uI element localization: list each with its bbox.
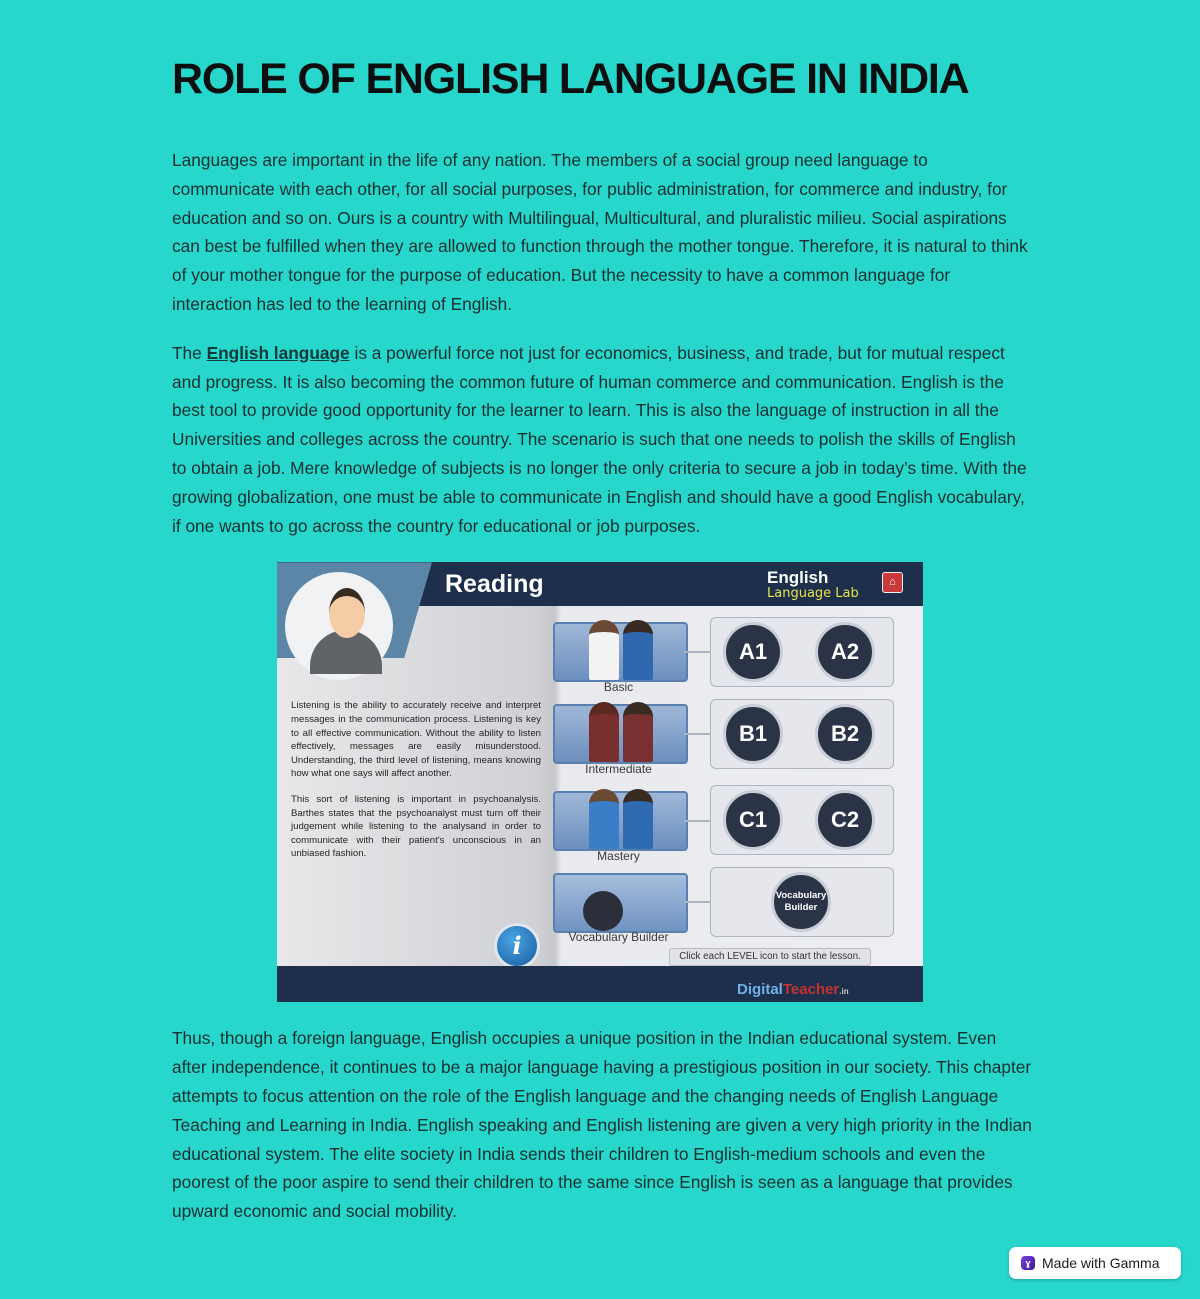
digital-teacher-logo: DigitalTeacher.in	[737, 981, 849, 999]
connector	[684, 901, 710, 903]
level-label-vocabulary: Vocabulary Builder	[568, 930, 669, 945]
paragraph-intro: Languages are important in the life of any nation. The members of a social group need language to communicate with each other, for all social purposes, for public administration, for commerce and industry, for education and so on. Ours is a country with Multilingual, Multicultural, and pluralistic milieu. Social aspirations can best be fulfilled when they are allowed to function through the mother tongue. Therefore, it is natural to think of your mother tongue for the purpose of education. But the necessity to have a common language for interaction has led to the learning of English.	[172, 150, 1028, 314]
figure-text-2: This sort of listening is important in psychoanalysis. Barthes states that the psychoanalyst must turn off their judgement while listening to the analysand in order to communicate with their patient's unconscious in an unbiased fashion.	[291, 793, 541, 860]
brand-line2: Language Lab	[767, 586, 859, 602]
level-box-mastery	[710, 785, 894, 855]
mastery-thumbnail	[553, 791, 688, 851]
home-icon: ⌂	[882, 572, 903, 593]
reading-lab-image	[277, 562, 923, 1002]
figure-heading: Reading	[445, 570, 544, 599]
level-button-c1: C1	[723, 790, 783, 850]
avatar-head-with-headphones	[329, 588, 365, 638]
level-box-intermediate	[710, 699, 894, 769]
level-box-vocabulary	[710, 867, 894, 937]
made-with-gamma-badge[interactable]	[1009, 1247, 1181, 1279]
level-label-intermediate: Intermediate	[585, 762, 652, 777]
level-button-a2: A2	[815, 622, 875, 682]
intermediate-thumbnail	[553, 704, 688, 764]
level-button-c2: C2	[815, 790, 875, 850]
gamma-logo-icon: ɣ	[1021, 1256, 1035, 1270]
level-button-a1: A1	[723, 622, 783, 682]
paragraph-unique-position: Thus, though a foreign language, English occupies a unique position in the Indian educational system. Even after independence, it continues to be a major language having a prestigious position in our society. This chapter attempts to focus attention on the role of the English language and the changing needs of English Language Teaching and Learning in India. English speaking and English listening are given a very high priority in the Indian educational system. The elite society in India sends their children to English-medium schools and even the poorest of the poor aspire to send their children to the same since English is seen as a language that provides upward economic and social mobility.	[172, 1028, 1032, 1222]
level-label-mastery: Mastery	[597, 849, 640, 864]
figure-hint: Click each LEVEL icon to start the lesson.	[669, 948, 871, 966]
paragraph-rest: is a powerful force not just for economics, business, and trade, but for mutual respect and progress. It is also becoming the common future of human commerce and communication. English is the best tool to provide good opportunity for the learner to learn. This is also the language of instruction in all the Universities and colleges across the country. The scenario is such that one needs to polish the skills of English to obtain a job. Mere knowledge of subjects is no longer the only criteria to secure a job in today’s time. With the growing globalization, one must be able to communicate in English and should have a good English vocabulary, if one wants to go across the country for educational or job purposes.	[172, 342, 1027, 536]
page-title: ROLE OF ENGLISH LANGUAGE IN INDIA	[172, 55, 969, 103]
info-icon: i	[494, 923, 540, 969]
level-button-b2: B2	[815, 704, 875, 764]
connector	[684, 820, 710, 822]
paragraph-prefix: The	[172, 342, 207, 363]
vocabulary-thumbnail	[553, 873, 688, 933]
document	[172, 50, 1032, 1226]
basic-thumbnail	[553, 622, 688, 682]
avatar	[285, 572, 393, 680]
vocabulary-builder-button: Vocabulary Builder	[771, 872, 831, 932]
figure-text-1: Listening is the ability to accurately receive and interpret messages in the communication process. Listening is key to all effective communication. Without the ability to listen effectively, messages are easily misunderstood. Understanding, the third level of listening, means knowing how what one says will affect another.	[291, 700, 541, 780]
connector	[684, 651, 710, 653]
brand-line1: English	[767, 568, 829, 588]
level-box-basic	[710, 617, 894, 687]
level-button-b1: B1	[723, 704, 783, 764]
connector	[684, 733, 710, 735]
english-language-link[interactable]: English language	[206, 342, 350, 363]
figure-description	[291, 699, 541, 873]
level-label-basic: Basic	[603, 680, 634, 695]
badge-text: Made with Gamma	[1042, 1255, 1160, 1271]
paragraph-english-importance	[172, 339, 1032, 541]
